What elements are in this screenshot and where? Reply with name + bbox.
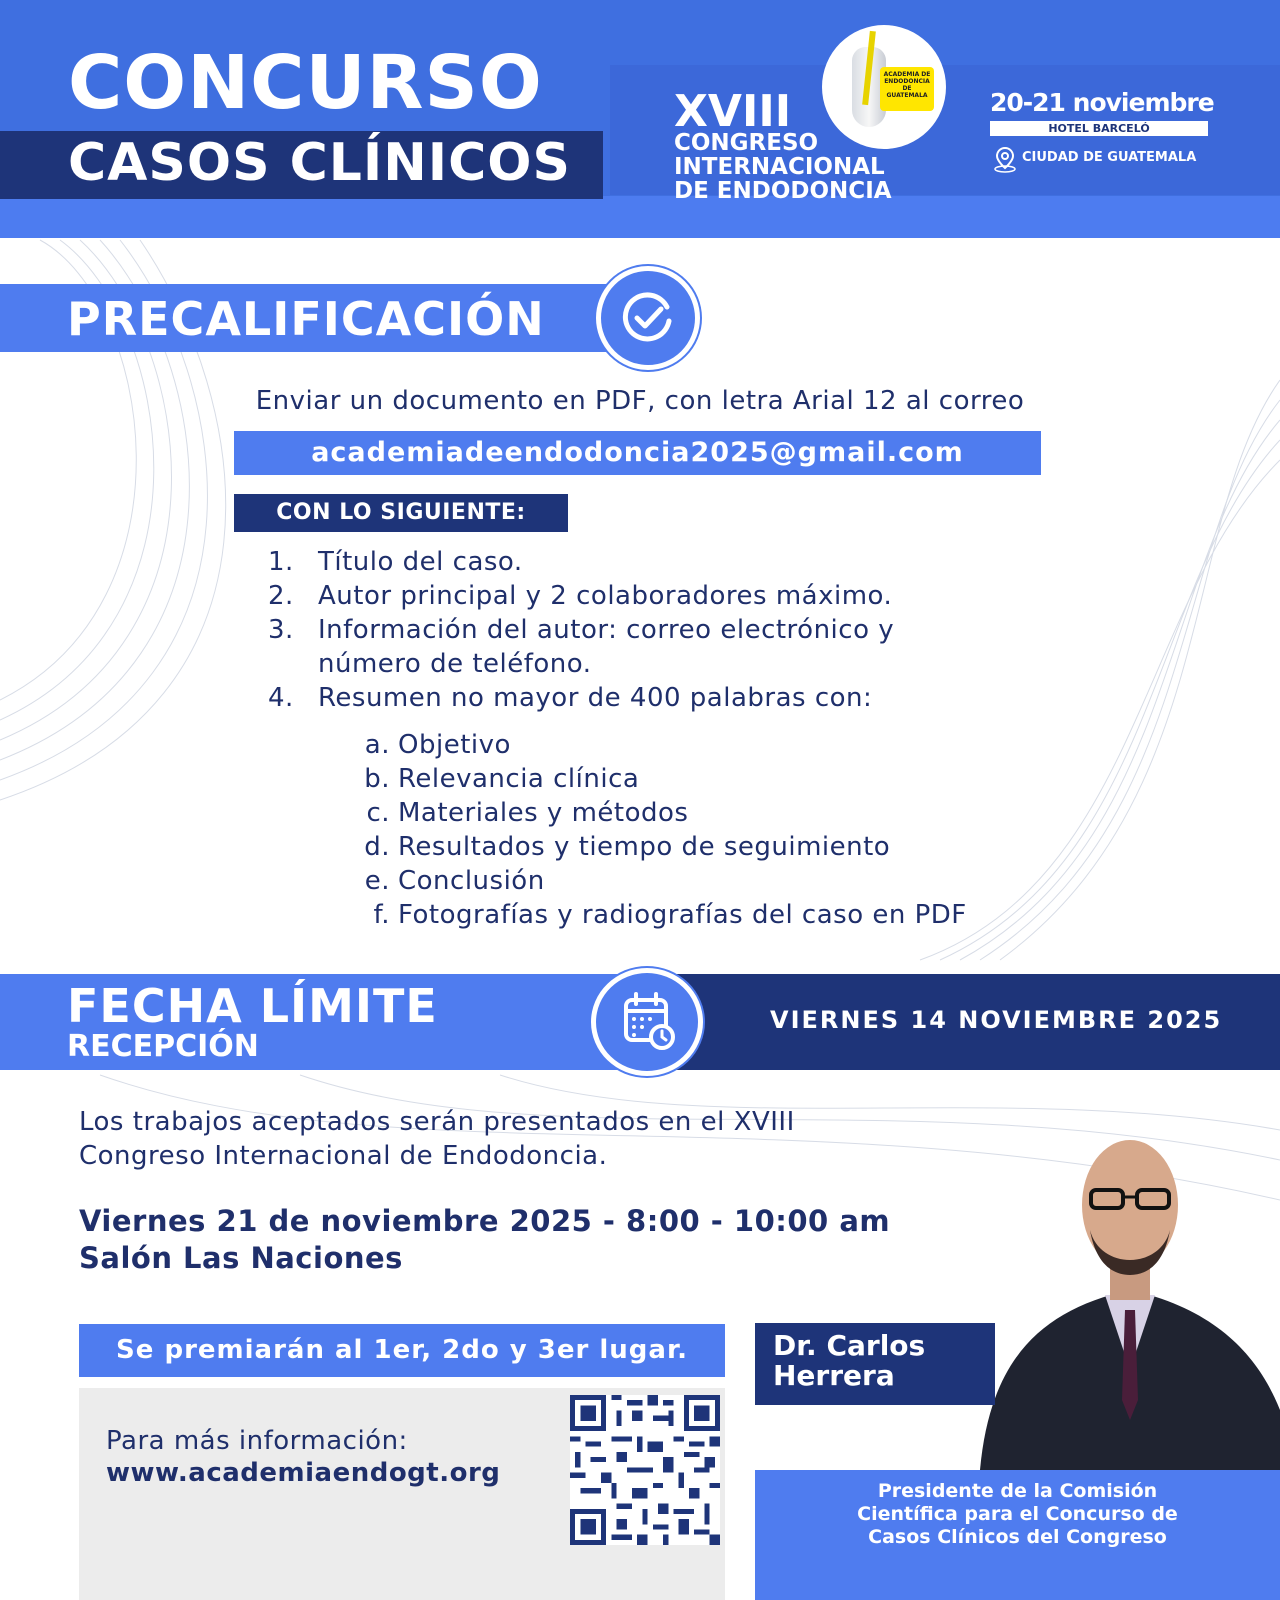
list-text: Resumen no mayor de 400 palabras con: (318, 683, 873, 713)
sublist-letter: f. (373, 900, 390, 930)
list-number: 2. (268, 581, 294, 611)
prize-banner: Se premiarán al 1er, 2do y 3er lugar. (79, 1324, 725, 1377)
logo-text-line: GUATEMALA (886, 92, 928, 99)
calendar-clock-icon (591, 968, 703, 1076)
logo-text-line: DE (902, 85, 912, 92)
speaker-role-line: Presidente de la Comisión (877, 1480, 1158, 1502)
list-text: Título del caso. (318, 547, 523, 577)
congress-line: DE ENDODONCIA (674, 178, 892, 204)
list-item (268, 613, 1028, 647)
requirements-list (268, 545, 1028, 715)
congress-line: CONGRESO (674, 130, 819, 156)
qr-code-icon (570, 1395, 720, 1545)
list-item (268, 545, 1028, 579)
sublist-letter: e. (364, 866, 390, 896)
sublist-item (356, 796, 1116, 830)
sublist-text: Materiales y métodos (398, 798, 689, 828)
acceptance-note (79, 1105, 979, 1173)
speaker-role-line: Científica para el Concurso de (857, 1503, 1178, 1525)
speaker-role-line: Casos Clínicos del Congreso (868, 1526, 1167, 1548)
list-item (268, 579, 1028, 613)
summary-sublist (356, 728, 1116, 932)
sublist-item (356, 830, 1116, 864)
qr-code[interactable] (570, 1395, 720, 1545)
sublist-item (356, 762, 1116, 796)
congress-name (674, 131, 892, 203)
sublist-text: Conclusión (398, 866, 545, 896)
sublist-text: Relevancia clínica (398, 764, 640, 794)
logo-text-line: ACADEMIA DE (883, 71, 931, 78)
title-concurso: CONCURSO (68, 40, 543, 126)
sublist-letter: c. (366, 798, 390, 828)
sublist-text: Fotografías y radiografías del caso en PDF (398, 900, 967, 930)
sublist-letter: b. (364, 764, 390, 794)
title-casos-clinicos: CASOS CLÍNICOS (68, 133, 571, 193)
speaker-role (755, 1480, 1280, 1549)
check-icon (601, 271, 695, 365)
speaker-name-line: Dr. Carlos (773, 1329, 926, 1362)
instructions-text: Enviar un documento en PDF, con letra Arial 12 al correo (255, 386, 1025, 416)
list-number: 4. (268, 683, 294, 713)
sublist-letter: d. (364, 832, 390, 862)
logo-text-line: ENDODONCIA (884, 78, 930, 85)
location-pin-icon (991, 145, 1019, 173)
congress-line: INTERNACIONAL (674, 154, 885, 180)
schedule-datetime: Viernes 21 de noviembre 2025 - 8:00 - 10:00 am (79, 1204, 891, 1238)
speaker-name-line: Herrera (773, 1359, 895, 1392)
sublist-item (356, 898, 1116, 932)
event-hotel: HOTEL BARCELÓ (990, 121, 1208, 136)
calendar-icon (596, 973, 698, 1071)
sublist-text: Objetivo (398, 730, 511, 760)
deadline-subtitle: RECEPCIÓN (67, 1029, 259, 1064)
website-link[interactable]: www.academiaendogt.org (106, 1458, 501, 1488)
list-text: Autor principal y 2 colaboradores máximo. (318, 581, 893, 611)
contact-email-link[interactable]: academiadeendodoncia2025@gmail.com (311, 437, 964, 468)
acceptance-line: Congreso Internacional de Endodoncia. (79, 1141, 608, 1171)
info-label: Para más información: (106, 1426, 408, 1456)
deadline-date: VIERNES 14 NOVIEMBRE 2025 (770, 1006, 1223, 1034)
logo-badge (880, 67, 934, 111)
event-dates: 20-21 noviembre (990, 88, 1214, 117)
sublist-letter: a. (364, 730, 390, 760)
list-number: 1. (268, 547, 294, 577)
list-number (268, 647, 318, 681)
schedule-venue: Salón Las Naciones (79, 1241, 403, 1275)
list-item-continuation (268, 647, 1028, 681)
header-bottom-strip (0, 196, 1280, 238)
event-city: CIUDAD DE GUATEMALA (1022, 150, 1197, 165)
list-item (268, 681, 1028, 715)
sublist-text: Resultados y tiempo de seguimiento (398, 832, 891, 862)
sublist-item (356, 864, 1116, 898)
list-number: 3. (268, 615, 294, 645)
edition-number: XVIII (674, 86, 792, 137)
presentation-schedule (79, 1203, 979, 1277)
deadline-title: FECHA LÍMITE (67, 979, 438, 1033)
list-text: Información del autor: correo electrónico y (318, 615, 895, 645)
list-text: número de teléfono. (318, 649, 592, 679)
precalificacion-title: PRECALIFICACIÓN (67, 292, 545, 346)
check-circle-icon (596, 266, 700, 370)
sublist-item (356, 728, 1116, 762)
acceptance-line: Los trabajos aceptados serán presentados en el XVIII (79, 1107, 795, 1137)
requirements-heading: CON LO SIGUIENTE: (234, 494, 568, 532)
speaker-photo (960, 1110, 1280, 1470)
speaker-name (773, 1331, 925, 1391)
